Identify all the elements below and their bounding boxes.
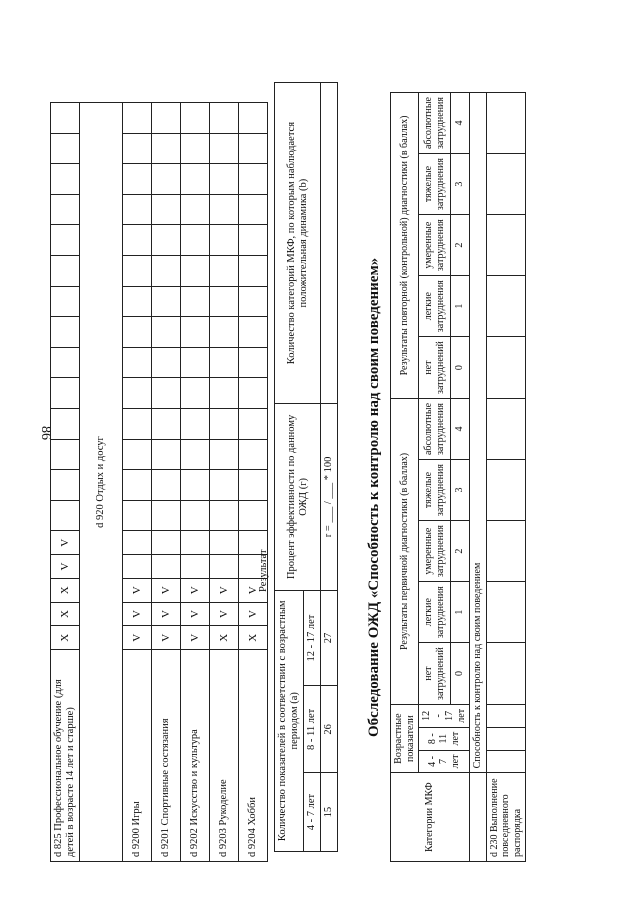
blank-cell [181,103,210,134]
blank-cell [123,470,152,501]
table-row [239,103,268,862]
blank-cell [239,225,268,256]
blank-cell [210,103,239,134]
age-12-17: 12 - 17 лет [304,590,321,686]
skills-table [50,102,268,862]
severity-severe: тяжелые затруднения [419,154,451,215]
blank-cell [181,133,210,164]
mark-cell: X [51,626,80,650]
blank-cell [51,133,80,164]
blank-cell [51,317,80,348]
blank-cell [152,409,181,440]
blank-cell [239,103,268,134]
blank-cell [123,225,152,256]
section-title: Обследование ОЖД «Способность к контролю над своим поведением» [366,257,382,737]
mark-cell: V [210,602,239,626]
repeat-header: Результаты повторной (контрольной) диагностики (в баллах) [391,93,419,399]
row-label: d 9200 Игры [123,650,152,862]
row-label: d 9203 Рукоделие [210,650,239,862]
severity-none: нет затруднений [419,643,451,705]
blank-cell [210,286,239,317]
blank-cell [51,225,80,256]
blank-cell [210,164,239,195]
score: 0 [451,643,470,705]
blank-cell [210,378,239,409]
first-item: d 230 Выполнение повседневного распорядка [486,773,526,862]
mark-cell [181,531,210,555]
row-label: d 9202 Искусство и культура [181,650,210,862]
severity-none: нет затруднений [419,337,451,399]
mkf-dynamics-header: Количество категорий МКФ, по которым наблюдается положительная динамика (b) [275,83,321,404]
mark-cell [210,531,239,555]
severity-absolute: абсолютные затруднения [419,398,451,459]
blank-cell [210,470,239,501]
blank-cell [152,286,181,317]
page-number: 86 [38,426,53,440]
rotated-page-content [50,42,610,862]
blank-cell [123,439,152,470]
blank-cell [123,500,152,531]
score: 0 [451,337,470,399]
assessment-table [390,92,526,862]
blank-cell [239,286,268,317]
row-label: d 9204 Хобби [239,650,268,862]
score: 1 [451,276,470,337]
mark-cell: V [181,602,210,626]
blank-cell [181,378,210,409]
mark-cell: V [123,602,152,626]
severity-moderate: умеренные затруднения [419,215,451,276]
severity-severe: тяжелые затруднения [419,460,451,521]
blank-cell [239,470,268,501]
blank-cell [51,439,80,470]
severity-mild: легкие затруднения [419,582,451,643]
blank-cell [51,194,80,225]
mark-cell [152,531,181,555]
primary-header: Результаты первичной диагностики (в баллах) [391,398,419,704]
efficiency-formula: r = ___ / ___ * 100 [321,404,338,590]
blank-cell [239,409,268,440]
blank-cell [51,286,80,317]
age-12-17: 12 - 17 лет [419,704,470,727]
mark-cell: V [51,531,80,555]
blank-cell [210,194,239,225]
blank-cell [152,133,181,164]
blank-cell [152,225,181,256]
value-4-7: 15 [321,773,338,852]
mark-cell: V [210,578,239,602]
blank-cell [123,317,152,348]
blank-cell [210,225,239,256]
blank-cell [51,164,80,195]
blank-cell [239,133,268,164]
blank-cell [181,317,210,348]
blank-cell [181,225,210,256]
blank-cell [181,409,210,440]
blank-cell [181,439,210,470]
mark-cell: V [239,578,268,602]
mark-cell [123,531,152,555]
mark-cell: V [152,578,181,602]
blank-cell [210,347,239,378]
blank-cell [239,194,268,225]
mark-cell: V [152,602,181,626]
blank-cell [152,164,181,195]
blank-cell [152,194,181,225]
blank-cell [152,378,181,409]
blank-cell [123,103,152,134]
blank-cell [239,378,268,409]
age-8-11: 8 - 11 лет [419,727,470,750]
blank-cell [51,409,80,440]
blank-cell [51,347,80,378]
table-row [152,103,181,862]
table-row [123,103,152,862]
table-row [80,103,123,862]
group-row: Способность к контролю над своим поведением [470,93,487,773]
mark-cell [123,555,152,579]
mark-cell [152,555,181,579]
blank-cell [51,378,80,409]
blank-cell [181,256,210,287]
table-row [51,103,80,862]
score: 3 [451,460,470,521]
blank-cell [210,500,239,531]
mark-cell: V [181,578,210,602]
blank-cell [210,317,239,348]
row-label: d 920 Отдых и досуг [80,103,123,862]
mark-cell: V [181,626,210,650]
blank-cell [239,439,268,470]
blank-cell [123,347,152,378]
mark-cell: X [51,578,80,602]
table-row [210,103,239,862]
score: 4 [451,93,470,154]
severity-mild: легкие затруднения [419,276,451,337]
mark-cell [181,555,210,579]
blank-cell [210,133,239,164]
blank-cell [123,164,152,195]
score: 2 [451,215,470,276]
row-label: d 9201 Спортивные состязания [152,650,181,862]
mark-cell [210,555,239,579]
efficiency-header: Процент эффективности по данному ОЖД (г) [275,404,321,590]
age-4-7: 4 - 7 лет [419,750,470,773]
blank-cell [152,439,181,470]
blank-cell [152,256,181,287]
blank-cell [181,347,210,378]
score: 2 [451,521,470,582]
blank-cell [123,194,152,225]
blank-cell [152,103,181,134]
age-4-7: 4 - 7 лет [304,773,321,852]
mark-cell: V [239,602,268,626]
mark-cell: V [152,626,181,650]
blank-cell [239,256,268,287]
blank-cell [123,378,152,409]
score: 3 [451,154,470,215]
blank-cell [210,409,239,440]
blank-cell [181,500,210,531]
severity-moderate: умеренные затруднения [419,521,451,582]
mark-cell: X [51,602,80,626]
blank-cell [51,256,80,287]
value-8-11: 26 [321,686,338,773]
results-title: Результат [258,549,269,592]
mark-cell: V [51,555,80,579]
age-header: Возрастные показатели [391,704,419,772]
blank-cell [181,194,210,225]
score: 1 [451,582,470,643]
blank-cell [239,164,268,195]
blank-cell [239,317,268,348]
blank-cell [181,286,210,317]
count-header: Количество показателей в соответствии с возрастным периодом (а) [275,590,304,851]
blank-cell [210,256,239,287]
blank-cell [123,256,152,287]
blank-cell [152,347,181,378]
value-12-17: 27 [321,590,338,686]
mark-cell: V [123,626,152,650]
blank-cell [210,439,239,470]
blank-cell [181,470,210,501]
mark-cell: X [210,626,239,650]
blank-cell [152,317,181,348]
results-table [274,82,338,852]
blank-cell [51,470,80,501]
blank-cell [152,470,181,501]
blank-cell [51,500,80,531]
row-label: d 825 Профессиональное обучение (для детей в возрасте 14 лет и старше) [51,650,80,862]
mkf-dynamics-value [321,83,338,404]
score: 4 [451,398,470,459]
blank-cell [152,500,181,531]
blank-cell [123,133,152,164]
blank-cell [239,347,268,378]
blank-cell [123,286,152,317]
mark-cell: X [239,626,268,650]
blank-cell [181,164,210,195]
table-row [181,103,210,862]
mark-cell: V [123,578,152,602]
blank-cell [123,409,152,440]
category-header: Категории МКФ [391,773,470,862]
age-8-11: 8 - 11 лет [304,686,321,773]
blank-cell [51,103,80,134]
severity-absolute: абсолютные затруднения [419,93,451,154]
blank-cell [239,500,268,531]
